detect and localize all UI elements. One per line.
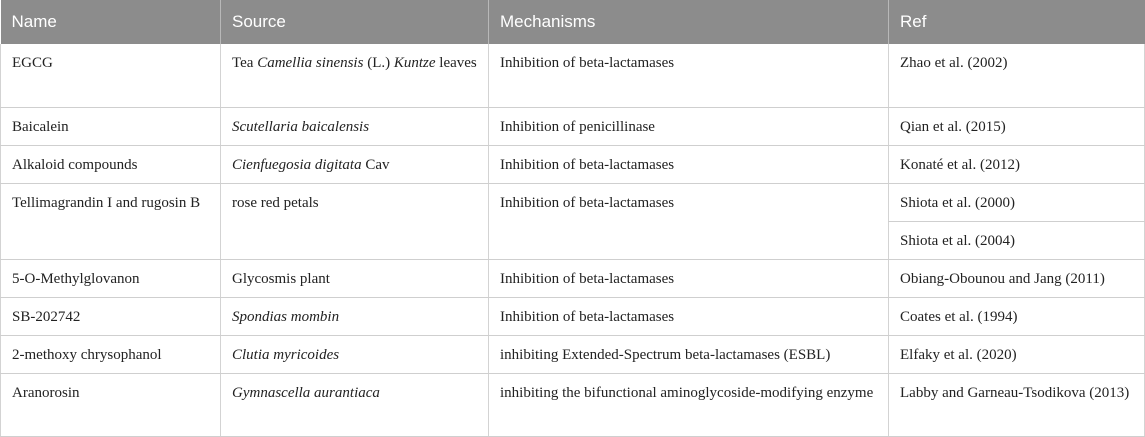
cell-name: 2-methoxy chrysophanol xyxy=(1,335,221,373)
cell-name: Aranorosin xyxy=(1,373,221,436)
cell-mechanism: inhibiting the bifunctional aminoglycoside-modifying enzyme xyxy=(489,373,889,436)
table-row xyxy=(1,373,1145,436)
source-species: Camellia sinensis xyxy=(257,55,364,71)
source-species: Spondias mombin xyxy=(232,308,340,325)
cell-source xyxy=(221,297,489,335)
cell-name: Alkaloid compounds xyxy=(1,145,221,183)
cell-source xyxy=(221,107,489,145)
cell-source xyxy=(221,44,489,107)
cell-ref: Qian et al. (2015) xyxy=(889,107,1145,145)
cell-ref: Obiang-Obounou and Jang (2011) xyxy=(889,259,1145,297)
table-row xyxy=(1,259,1145,297)
header-ref: Ref xyxy=(889,0,1145,44)
cell-mechanism: Inhibition of beta-lactamases xyxy=(489,297,889,335)
source-species: Cienfuegosia digitata xyxy=(232,156,362,173)
source-species: Clutia myricoides xyxy=(232,346,340,363)
cell-ref: Labby and Garneau-Tsodikova (2013) xyxy=(889,373,1145,436)
header-mechanisms: Mechanisms xyxy=(489,0,889,44)
source-species: Gymnascella aurantiaca xyxy=(232,384,380,401)
source-species: Scutellaria baicalensis xyxy=(232,118,370,135)
source-species: Kuntze xyxy=(393,55,436,71)
table-row xyxy=(1,145,1145,183)
cell-mechanism: Inhibition of beta-lactamases xyxy=(489,259,889,297)
source-text: leaves xyxy=(435,55,477,71)
cell-source xyxy=(221,145,489,183)
source-text: Glycosmis plant xyxy=(232,270,330,287)
cell-source xyxy=(221,259,489,297)
table-row xyxy=(1,183,1145,221)
source-text: Tea xyxy=(232,55,258,71)
cell-ref: Shiota et al. (2000) xyxy=(889,183,1145,221)
cell-ref: Konaté et al. (2012) xyxy=(889,145,1145,183)
table-row xyxy=(1,335,1145,373)
cell-ref: Elfaky et al. (2020) xyxy=(889,335,1145,373)
cell-mechanism: Inhibition of beta-lactamases xyxy=(489,145,889,183)
cell-mechanism: inhibiting Extended-Spectrum beta-lactamases (ESBL) xyxy=(489,335,889,373)
cell-source xyxy=(221,373,489,436)
cell-name: 5-O-Methylglovanon xyxy=(1,259,221,297)
table-row xyxy=(1,107,1145,145)
header-source: Source xyxy=(221,0,489,44)
cell-source xyxy=(221,183,489,259)
cell-ref: Shiota et al. (2004) xyxy=(889,221,1145,259)
cell-name: Baicalein xyxy=(1,107,221,145)
cell-name: EGCG xyxy=(1,44,221,107)
cell-mechanism: Inhibition of beta-lactamases xyxy=(489,183,889,259)
source-text: rose red petals xyxy=(232,194,319,211)
cell-name: SB-202742 xyxy=(1,297,221,335)
cell-mechanism: Inhibition of beta-lactamases xyxy=(489,44,889,107)
header-row xyxy=(1,0,1145,44)
cell-ref: Coates et al. (1994) xyxy=(889,297,1145,335)
table-row xyxy=(1,297,1145,335)
source-text: (L.) xyxy=(363,55,394,71)
cell-name: Tellimagrandin I and rugosin B xyxy=(1,183,221,259)
source-text: Cav xyxy=(361,156,390,173)
header-name: Name xyxy=(1,0,221,44)
cell-mechanism: Inhibition of penicillinase xyxy=(489,107,889,145)
cell-source xyxy=(221,335,489,373)
table-row xyxy=(1,44,1145,107)
cell-ref: Zhao et al. (2002) xyxy=(889,44,1145,107)
